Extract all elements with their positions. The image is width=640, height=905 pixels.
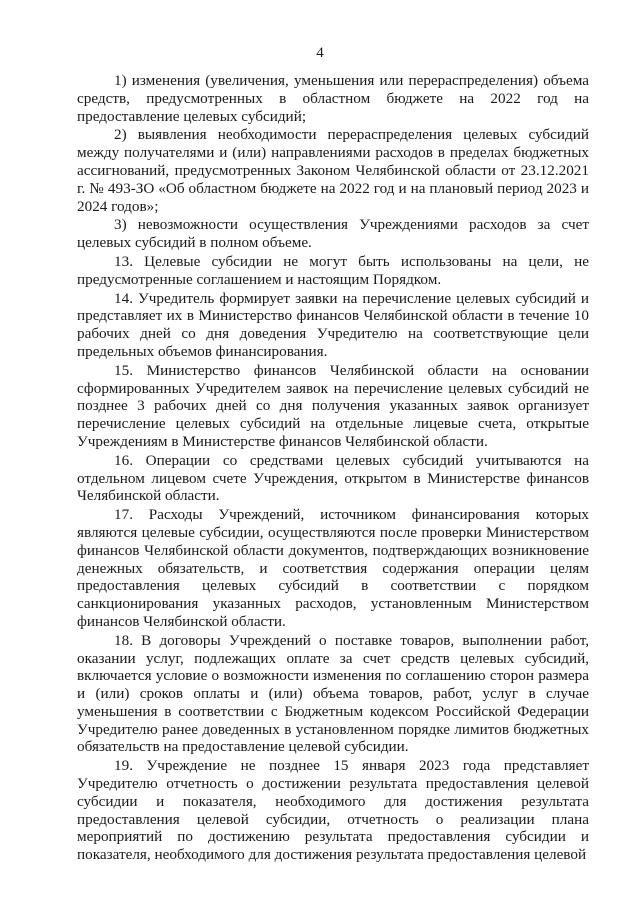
document-body — [77, 72, 589, 865]
paragraph-16: 16. Операции со средствами целевых субсидий учитываются на отдельном лицевом счете Учреждения, открытом в Министерстве финансов Челябинской области. — [77, 451, 589, 505]
paragraph-18: 18. В договоры Учреждений о поставке товаров, выполнении работ, оказании услуг, подлежащих оплате за счет средств целевых субсидий, включается условие о возможности изменения по соглашению сторон размера и (или) сроков оплаты и (или) объема товаров, работ, услуг в случае уменьшения в соответствии с Бюджетным кодексом Российской Федерации Учредителю ранее доведенных в установленном порядке лимитов бюджетных обязательств на предоставление целевой субсидии. — [77, 631, 589, 756]
paragraph-13: 13. Целевые субсидии не могут быть использованы на цели, не предусмотренные соглашением и настоящим Порядком. — [77, 252, 589, 288]
paragraph-19: 19. Учреждение не позднее 15 января 2023 года представляет Учредителю отчетность о достижении результата предоставления целевой субсидии и показателя, необходимого для достижения результата предоставления целевой субсидии, отчетность о реализации плана мероприятий по достижению результата предоставления субсидии и показателя, необходимого для достижения результата предоставления целевой — [77, 757, 589, 864]
paragraph-item-1: 1) изменения (увеличения, уменьшения или перераспределения) объема средств, предусмотренных в областном бюджете на 2022 год на предоставление целевых субсидий; — [77, 72, 589, 125]
page-number: 4 — [316, 45, 324, 61]
paragraph-14: 14. Учредитель формирует заявки на перечисление целевых субсидий и представляет их в Министерство финансов Челябинской области в течение 10 рабочих дней со дня доведения Учредителю на соответствующие цели предельных объемов финансирования. — [77, 289, 589, 360]
paragraph-item-2: 2) выявления необходимости перераспределения целевых субсидий между получателями и (или) направлениями расходов в пределах бюджетных ассигнований, предусмотренных Законом Челябинской области от 23.12.2021 г. № 493-ЗО «Об областном бюджете на 2022 год и на плановый период 2023 и 2024 годов»; — [77, 126, 589, 215]
paragraph-item-3: 3) невозможности осуществления Учреждениями расходов за счет целевых субсидий в полном объеме. — [77, 216, 589, 252]
paragraph-17: 17. Расходы Учреждений, источником финансирования которых являются целевые субсидии, осуществляются после проверки Министерством финансов Челябинской области документов, подтверждающих возникновение денежных обязательств, и соответствия содержания операции целям предоставления целевых субсидий в соответствии с порядком санкционирования указанных расходов, установленным Министерством финансов Челябинской области. — [77, 506, 589, 630]
paragraph-15: 15. Министерство финансов Челябинской области на основании сформированных Учредителем заявок на перечисление целевых субсидий не позднее 3 рабочих дней со дня получения указанных заявок организует перечисление целевых субсидий на отдельные лицевые счета, открытые Учреждениям в Министерстве финансов Челябинской области. — [77, 361, 589, 450]
